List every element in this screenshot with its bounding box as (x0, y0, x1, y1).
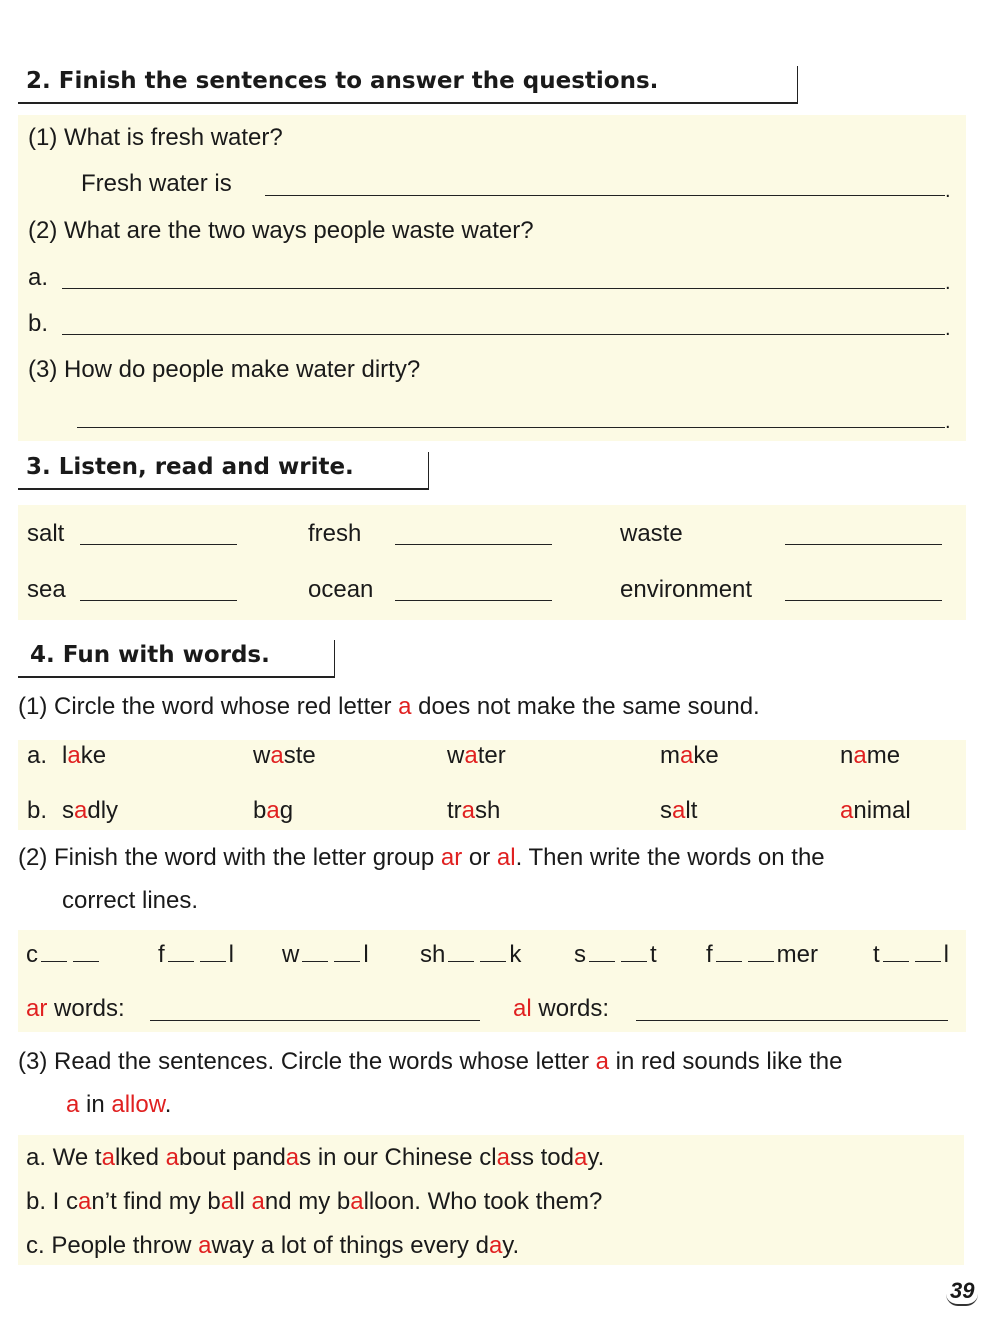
fill-word[interactable]: sh k (420, 941, 522, 968)
instruction-2: (2) Finish the word with the letter group ar or al. Then write the words on the (18, 844, 825, 871)
word-fresh: fresh (308, 520, 362, 547)
word-option[interactable]: trash (447, 797, 501, 824)
section-4-title: 4. Fun with words. (18, 640, 335, 678)
word-option[interactable]: water (447, 742, 506, 769)
ocean-line[interactable] (395, 600, 552, 601)
sentence: b. I can’t find my ball and my balloon. Who took them? (26, 1188, 603, 1215)
section-2-title: 2. Finish the sentences to answer the questions. (18, 66, 798, 104)
word-option[interactable]: name (840, 742, 901, 769)
question-2: (2) What are the two ways people waste water? (28, 217, 534, 244)
q1-answer-prefix: Fresh water is (81, 170, 232, 197)
word-environment: environment (620, 576, 753, 603)
fresh-line[interactable] (395, 544, 552, 545)
salt-line[interactable] (80, 544, 237, 545)
ar-words-line[interactable] (150, 1020, 480, 1021)
q2-a-line[interactable] (62, 288, 945, 289)
row-b-label: b. (27, 797, 48, 824)
word-option[interactable]: waste (253, 742, 316, 769)
q2-a-label: a. (28, 264, 49, 291)
section-2-box (18, 115, 966, 441)
sentence: c. People throw away a lot of things every day. (26, 1232, 520, 1259)
waste-line[interactable] (785, 544, 942, 545)
section-3-title: 3. Listen, read and write. (18, 452, 429, 490)
sea-line[interactable] (80, 600, 237, 601)
word-sea: sea (27, 576, 66, 603)
q2-b-line[interactable] (62, 334, 945, 335)
word-option[interactable]: salt (660, 797, 698, 824)
word-waste: waste (620, 520, 683, 547)
q1-answer-line[interactable] (265, 195, 945, 196)
fill-word[interactable]: t l (873, 941, 950, 968)
word-option[interactable]: lake (62, 742, 107, 769)
word-option[interactable]: bag (253, 797, 294, 824)
word-option[interactable]: animal (840, 797, 911, 824)
instruction-3: (3) Read the sentences. Circle the words whose letter a in red sounds like the (18, 1048, 843, 1075)
word-option[interactable]: sadly (62, 797, 119, 824)
instruction-1: (1) Circle the word whose red letter a does not make the same sound. (18, 693, 760, 720)
fill-word[interactable]: c (26, 941, 102, 969)
sentence: a. We talked about pandas in our Chinese class today. (26, 1144, 605, 1171)
fill-word[interactable]: f mer (706, 941, 819, 968)
instruction-3-line2: a in allow. (66, 1091, 172, 1118)
worksheet-page: 2. Finish the sentences to answer the questions. (1) What is fresh water? Fresh water is . (2) What are the two ways people waste water? a. . b. . (3) How do people make water dirty? . 3. Listen, read and write. salt fresh waste sea ocean environment 4. Fun with words. (1) Circle the word whose red letter a does not make the same sound. a. b. (2) Finish the word with the letter group ar or al. Then write the words on the correct lines. ar words: al words: (3) Read the sentences. Circle the words whose letter a in red sounds like the a in allow. 39 lake waste water make name sadly bag trash salt animal c f l w l sh k s t f mer t l a. We talked about pandas in our Chinese class today. b. I can’t find my ball and my balloon. Who took them? c. People throw away a lot of things every day. (0, 0, 1000, 1336)
section-3-box (18, 505, 966, 620)
fill-word[interactable]: w l (282, 941, 369, 968)
al-words-label: al words: (513, 995, 610, 1022)
question-1: (1) What is fresh water? (28, 124, 283, 151)
page-number: 39 (946, 1278, 978, 1306)
instruction-2-line2: correct lines. (62, 887, 199, 914)
fill-word[interactable]: f l (158, 941, 235, 968)
word-ocean: ocean (308, 576, 374, 603)
al-words-line[interactable] (636, 1020, 948, 1021)
ar-words-label: ar words: (26, 995, 125, 1022)
fill-word[interactable]: s t (574, 941, 657, 968)
question-3: (3) How do people make water dirty? (28, 356, 421, 383)
environment-line[interactable] (785, 600, 942, 601)
row-a-label: a. (27, 742, 48, 769)
word-option[interactable]: make (660, 742, 719, 769)
q3-answer-line[interactable] (77, 427, 945, 428)
q2-b-label: b. (28, 310, 49, 337)
word-salt: salt (27, 520, 65, 547)
